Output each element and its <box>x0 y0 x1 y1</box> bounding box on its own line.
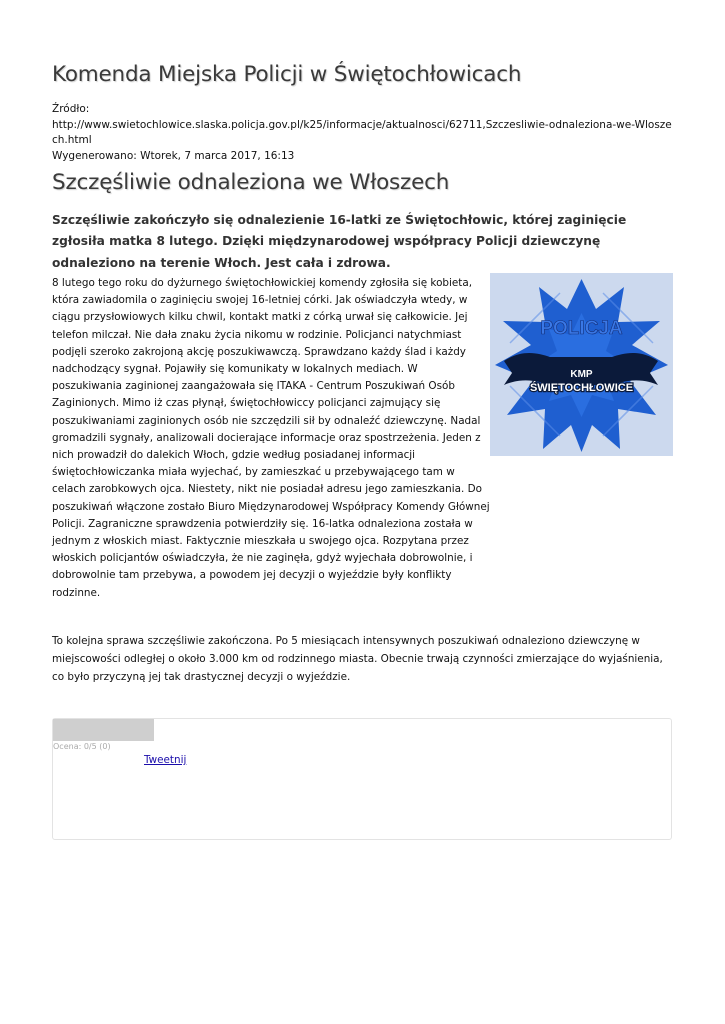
article-body: 8 lutego tego roku do dyżurnego świętochłowickiej komendy zgłosiła się kobieta, która zawiadomila o zaginięciu swojej 16-letniej córki. Jak oświadczyła wtedy, w ciągu przysłowiowych kilku chwil, kontakt matki z córką urwał się całkowicie. Jej telefon milczał. Nie dała znaku życia nikomu w rodzinie. Policjanci natychmiast podjęli szeroko zakrojoną akcję poszukiwawczą. Sprawdzano każdy ślad i każdy nadchodzący sygnał. Pojawiły się komunikaty w lokalnych mediach. W poszukiwania zaginionej zaangażowała się ITAKA - Centrum Poszukiwań Osób Zaginionych. Mimo iż czas płynął, świętochłowiccy policjanci zajmujący się poszukiwaniami zaginionych osób nie szczędzili sił by odnaleźć dziewczynę. Nadal gromadzili sygnały, analizowali docierające informacje oraz spostrzeżenia. Jeden z nich prowadził do dalekich Włoch, gdzie według posiadanej informacji świętochłowiczanka miała wyjechać, by zamieszkać u przebywającego tam w celach zarobkowych ojca. Niestety, nikt nie posiadał adresu jego zamieszkania. Do poszukiwań włączone zostało Biuro Międzynarodowej Współpracy Komendy Głównej Policji. Zagraniczne sprawdzenia potwierdziły się. 16-latka odnaleziona została w jednym z włoskich miast. Faktycznie mieszkała u swojego ojca. Rozpytana przez włoskich policjantów oświadczyła, że nie zaginęła, gdyż wyjechała dobrowolnie, i dobrowolnie tam przebywa, a powodem jej decyzji o wyjeździe były konflikty rodzinne. <box>52 277 490 599</box>
police-logo-image <box>490 273 673 456</box>
source-meta <box>52 102 674 164</box>
generated-date: Wygenerowano: Wtorek, 7 marca 2017, 16:13 <box>52 149 295 162</box>
logo-top-text: POLICJA <box>540 318 623 339</box>
logo-line2: ŚWIĘTOCHŁOWICE <box>529 382 634 394</box>
source-url: http://www.swietochlowice.slaska.policja.gov.pl/k25/informacje/aktualnosci/62711,Szczesliwie-odnaleziona-we-Wloszech.html <box>52 118 672 146</box>
logo-line1: KMP <box>570 369 593 380</box>
rating-text: Ocena: 0/5 (0) <box>53 742 111 751</box>
site-title: Komenda Miejska Policji w Świętochłowicach <box>52 62 522 87</box>
rating-bar[interactable] <box>53 719 154 741</box>
article-lead: Szczęśliwie zakończyło się odnalezienie 16-latki ze Świętochłowic, której zaginięcie zgłosiła matka 8 lutego. Dzięki międzynarodowej współpracy Policji dziewczynę odnaleziono na terenie Włoch. Jest cała i zdrowa. <box>52 213 627 270</box>
rating-panel <box>52 718 672 840</box>
tweet-link[interactable]: Tweetnij <box>144 754 187 766</box>
article-title: Szczęśliwie odnaleziona we Włoszech <box>52 170 450 195</box>
source-label: Źródło: <box>52 103 90 115</box>
article-closing: To kolejna sprawa szczęśliwie zakończona. Po 5 miesiącach intensywnych poszukiwań odnaleziono dziewczynę w miejscowości odległej o około 3.000 km od rodzinnego miasta. Obecnie trwają czynności zmierzające do wyjaśnienia, co było przyczyną jej tak drastycznej decyzji o wyjeździe. <box>52 635 663 683</box>
